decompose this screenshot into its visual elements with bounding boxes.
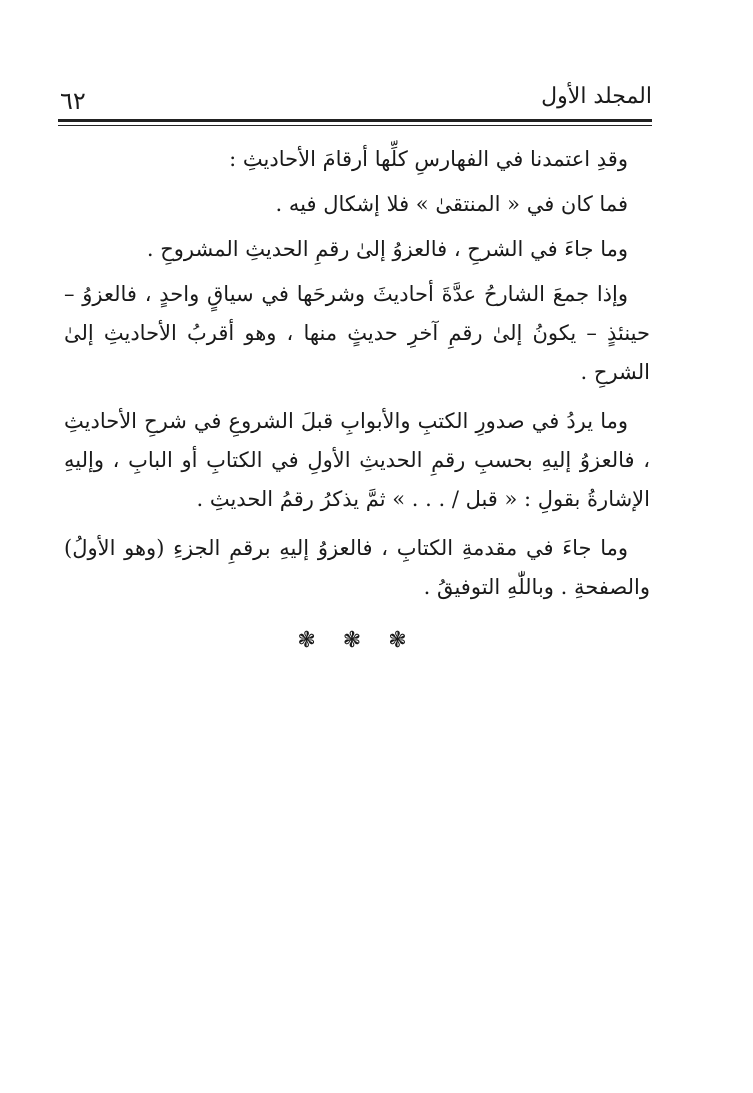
body-text [64,140,650,660]
paragraph-chapter-openings: وما يردُ في صدورِ الكتبِ والأبوابِ قبلَ الشروعِ في شرحِ الأحاديثِ ، فالعزوُ إليهِ بحسبِ رقمِ الحديثِ الأولِ في الكتابِ أو البابِ ، وإليهِ الإشارةُ بقولِ : « قبل / . . . » ثمَّ يذكرُ رقمُ الحديثِ . [64,409,650,511]
header-rule-thin [58,125,652,126]
paragraph-multiple-hadith: وإذا جمعَ الشارحُ عدَّةَ أحاديثَ وشرحَها في سياقٍ واحدٍ ، فالعزوُ – حينئذٍ – يكونُ إلىٰ رقمِ آخرِ حديثٍ منها ، وهو أقربُ الأحاديثِ إلىٰ الشرحِ . [64,282,650,384]
running-title: المجلد الأول [541,84,652,109]
page-number: ٦٢ [60,87,86,115]
header-rule-thick [58,119,652,122]
paragraph-introduction: وما جاءَ في مقدمةِ الكتابِ ، فالعزوُ إليهِ برقمِ الجزءِ (وهو الأولُ) والصفحةِ . وباللّٰهِ التوفيقُ . [64,536,650,599]
paragraph-muntaqa: فما كان في « المنتقىٰ » فلا إشكال فيه . [275,192,628,216]
section-separator: ❃ ❃ ❃ [297,628,417,653]
paragraph-sharh: وما جاءَ في الشرحِ ، فالعزوُ إلىٰ رقمِ الحديثِ المشروحِ . [146,237,628,261]
paragraph-intro: وقدِ اعتمدنا في الفهارسِ كلِّها أرقامَ الأحاديثِ : [229,147,628,171]
page-header [58,80,652,120]
